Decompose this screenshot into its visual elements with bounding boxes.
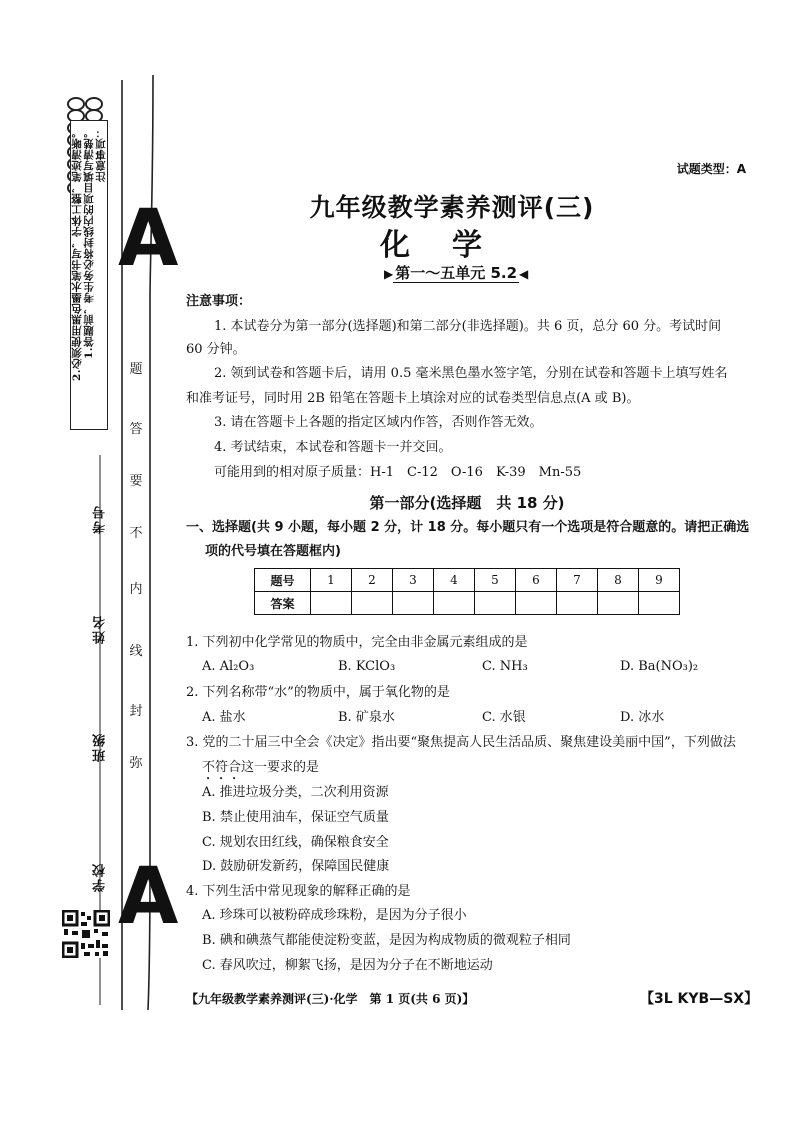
- question-number-cell: 4: [434, 569, 475, 592]
- q2-option-c: C. 水银: [482, 710, 526, 725]
- question-number-cell: 5: [475, 569, 516, 592]
- part1-title: 第一部分(选择题 共 18 分): [369, 494, 565, 512]
- question-number-cell: 6: [516, 569, 557, 592]
- q2-option-a: A. 盐水: [202, 710, 246, 725]
- q3-stem-rest: 这一要求的是: [241, 760, 320, 775]
- answer-cell[interactable]: [598, 592, 639, 615]
- question-number-cell: 1: [311, 569, 352, 592]
- footer-code: 【3L KYB—SX】: [640, 991, 759, 1007]
- answer-cell[interactable]: [475, 592, 516, 615]
- question-number-cell: 9: [639, 569, 680, 592]
- ring-mark: [86, 98, 102, 110]
- answer-cell[interactable]: [393, 592, 434, 615]
- question-number-cell: 8: [598, 569, 639, 592]
- seal-char: 要: [129, 474, 143, 489]
- q3-option-d: D. 鼓励研发新药，保障国民健康: [202, 859, 390, 874]
- q1-option-c: C. NH₃: [482, 659, 528, 674]
- exam-title: 九年级教学素养测评(三): [309, 193, 595, 222]
- seal-char: 弥: [129, 756, 143, 771]
- paper-type-label: 试题类型：A: [676, 162, 746, 176]
- question-number-cell: 2: [352, 569, 393, 592]
- instruction-3: 3. 请在答题卡上各题的指定区域内作答，否则作答无效。: [214, 415, 543, 430]
- answer-cell[interactable]: [311, 592, 352, 615]
- exam-scope: [384, 262, 528, 283]
- field-class: 班级: [93, 732, 108, 762]
- answer-cell[interactable]: [352, 592, 393, 615]
- q4-stem: 4. 下列生活中常见现象的解释正确的是: [186, 884, 411, 899]
- side-mark-bottom: A: [118, 852, 179, 942]
- q1-stem: 1. 下列初中化学常见的物质中，完全由非金属元素组成的是: [186, 635, 528, 650]
- side-mark-top: A: [118, 194, 179, 284]
- ring-mark: [68, 98, 84, 110]
- question-number-cell: 3: [393, 569, 434, 592]
- q4-option-c: C. 春风吹过，柳絮飞扬，是因为分子在不断地运动: [202, 958, 493, 973]
- answer-table-row: [255, 569, 680, 592]
- margin-notice-1: 1.答题前，考生务必将封线内的项目填写清楚。: [83, 127, 95, 359]
- instructions-heading: 注意事项：: [186, 294, 252, 309]
- atomic-masses: 可能用到的相对原子质量：H-1 C-12 O-16 K-39 Mn-55: [214, 465, 582, 480]
- seal-char: 线: [129, 644, 143, 659]
- seal-char: 封: [129, 704, 143, 719]
- triangle-left-icon: ◀: [519, 267, 529, 281]
- q4-option-b: B. 碘和碘蒸气都能使淀粉变蓝，是因为构成物质的微观粒子相同: [202, 933, 571, 948]
- field-exam-number: 考号: [93, 504, 108, 534]
- margin-notice-2: 2.必须使用黑色墨水笔书写，字体工整，笔迹清晰。: [71, 127, 83, 381]
- exam-subject: 化学: [380, 228, 524, 263]
- answer-table-header: 题号: [255, 569, 311, 592]
- answer-table: [254, 568, 680, 615]
- q3-option-b: B. 禁止使用油车，保证空气质量: [202, 810, 389, 825]
- seal-char: 题: [129, 362, 143, 377]
- answer-cell[interactable]: [557, 592, 598, 615]
- q4-option-a: A. 珍珠可以被粉碎成珍珠粉，是因为分子很小: [202, 908, 467, 923]
- q1-option-b: B. KClO₃: [338, 659, 396, 674]
- section-instruction: 一、选择题(共 9 小题，每小题 2 分，计 18 分。每小题只有一个选项是符合题意的。请把正确选: [186, 520, 750, 535]
- q2-option-b: B. 矿泉水: [338, 710, 395, 725]
- answer-table-header: 答案: [255, 592, 311, 615]
- q1-option-a: A. Al₂O₃: [202, 659, 255, 674]
- section-instruction-cont: 项的代号填在答题框内): [205, 544, 341, 559]
- field-school: 学校: [93, 862, 108, 892]
- answer-cell[interactable]: [639, 592, 680, 615]
- seal-char: 答: [129, 422, 143, 437]
- answer-cell[interactable]: [434, 592, 475, 615]
- margin-notice-box: [70, 120, 108, 430]
- q3-emphasis: 不符合: [202, 760, 242, 775]
- instruction-1: 1. 本试卷分为第一部分(选择题)和第二部分(非选择题)。共 6 页，总分 60 分。考试时间: [214, 319, 722, 334]
- answer-cell[interactable]: [516, 592, 557, 615]
- q3-option-c: C. 规划农田红线，确保粮食安全: [202, 835, 389, 850]
- scope-text: 第一～五单元 5.2: [395, 264, 518, 282]
- q2-stem: 2. 下列名称带“水”的物质中，属于氧化物的是: [186, 685, 450, 700]
- seal-char: 不: [129, 526, 143, 541]
- q3-stem-cont: [202, 760, 319, 783]
- field-name: 姓名: [93, 614, 108, 644]
- triangle-right-icon: ▶: [384, 267, 394, 281]
- q3-stem: 3. 党的二十届三中全会《决定》指出要“聚焦提高人民生活品质、聚焦建设美丽中国”，下列做法: [186, 735, 736, 750]
- seal-char: 内: [129, 582, 143, 597]
- margin-notice-title: 注意事项：: [95, 127, 107, 182]
- instruction-2-cont: 和准考证号，同时用 2B 铅笔在答题卡上填涂对应的试卷类型信息点(A 或 B)。: [186, 391, 640, 406]
- instruction-4: 4. 考试结束，本试卷和答题卡一并交回。: [214, 440, 452, 455]
- q3-option-a: A. 推进垃圾分类，二次利用资源: [202, 785, 389, 800]
- instruction-1-cont: 60 分钟。: [186, 342, 246, 357]
- answer-table-row: [255, 592, 680, 615]
- footer-page-info: 【九年级教学素养测评(三)·化学 第 1 页(共 6 页)】: [186, 992, 475, 1006]
- qr-code-icon: [62, 910, 110, 958]
- instruction-2: 2. 领到试卷和答题卡后，请用 0.5 毫米黑色墨水签字笔，分别在试卷和答题卡上填写姓名: [214, 366, 728, 381]
- q1-option-d: D. Ba(NO₃)₂: [620, 659, 699, 674]
- q2-option-d: D. 冰水: [620, 710, 665, 725]
- question-number-cell: 7: [557, 569, 598, 592]
